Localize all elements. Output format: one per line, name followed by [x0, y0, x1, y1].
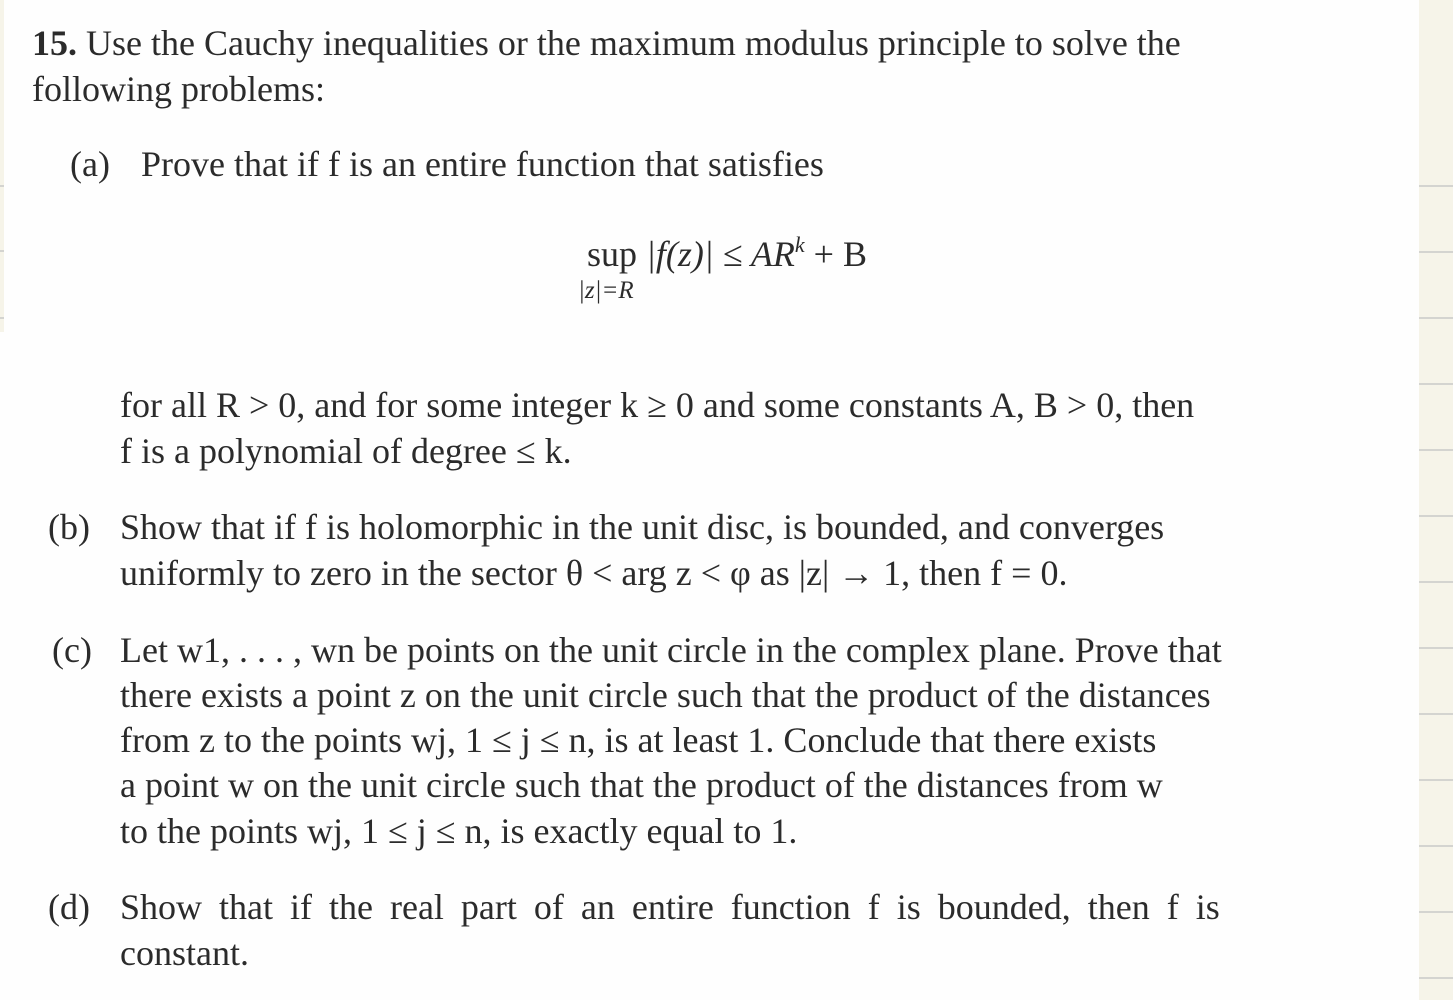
part-a-label: (a)	[70, 144, 110, 184]
notebook-rule	[1419, 383, 1453, 385]
notebook-rule	[1419, 251, 1453, 253]
part-c-line-4: a point w on the unit circle such that the product of the distances from w	[120, 765, 1163, 805]
notebook-rule	[1419, 515, 1453, 517]
notebook-rule	[1419, 779, 1453, 781]
part-c-line-2: there exists a point z on the unit circle such that the product of the distances	[120, 675, 1211, 715]
part-d-line-1: Show that if the real part of an entire function f is bounded, then f is	[120, 887, 1220, 927]
problem-intro-line-1	[32, 22, 1400, 64]
part-b-label: (b)	[48, 507, 90, 547]
part-c-line-5: to the points wj, 1 ≤ j ≤ n, is exactly equal to 1.	[120, 811, 798, 851]
notebook-rule	[1419, 845, 1453, 847]
notebook-rule	[1419, 317, 1453, 319]
equation-exponent: k	[794, 232, 805, 257]
notebook-rule	[1419, 581, 1453, 583]
right-notebook-strip	[1419, 0, 1453, 1000]
part-c-label: (c)	[52, 630, 92, 670]
notebook-rule	[1419, 449, 1453, 451]
intro-text: Use the Cauchy inequalities or the maximum modulus principle to solve the	[86, 23, 1181, 63]
part-b-line-2: uniformly to zero in the sector θ < arg z < φ as |z| → 1, then f = 0.	[120, 553, 1068, 593]
part-b-line-1: Show that if f is holomorphic in the unit disc, is bounded, and converges	[120, 507, 1165, 547]
sup-subscript-text: |z|=R	[578, 277, 634, 304]
equation-lhs: |f(z)| ≤ AR	[646, 234, 795, 274]
sup-subscript	[578, 277, 634, 305]
problem-number: 15.	[32, 23, 77, 63]
part-a-line-2-text: for all R > 0, and for some integer k ≥ 0 and some constants A, B > 0, then	[120, 385, 1195, 425]
notebook-rule	[1419, 185, 1453, 187]
problem-intro-line-2: following problems:	[32, 69, 325, 109]
part-a-line-3: f is a polynomial of degree ≤ k.	[120, 431, 572, 471]
part-a-line-2	[120, 384, 1367, 426]
part-c-line-1: Let w1, . . . , wn be points on the unit circle in the complex plane. Prove that	[120, 630, 1222, 670]
sup-operator: sup	[587, 234, 638, 274]
equation-rhs: + B	[804, 234, 867, 274]
notebook-rule	[1419, 911, 1453, 913]
notebook-rule	[1419, 713, 1453, 715]
notebook-rule	[1419, 977, 1453, 979]
part-d-line-2: constant.	[120, 933, 249, 973]
notebook-rule	[1419, 647, 1453, 649]
part-c-line-3: from z to the points wj, 1 ≤ j ≤ n, is at least 1. Conclude that there exists	[120, 720, 1157, 760]
display-equation	[587, 233, 867, 275]
part-a-line-1: Prove that if f is an entire function that satisfies	[141, 144, 824, 184]
part-d-label: (d)	[48, 887, 90, 927]
